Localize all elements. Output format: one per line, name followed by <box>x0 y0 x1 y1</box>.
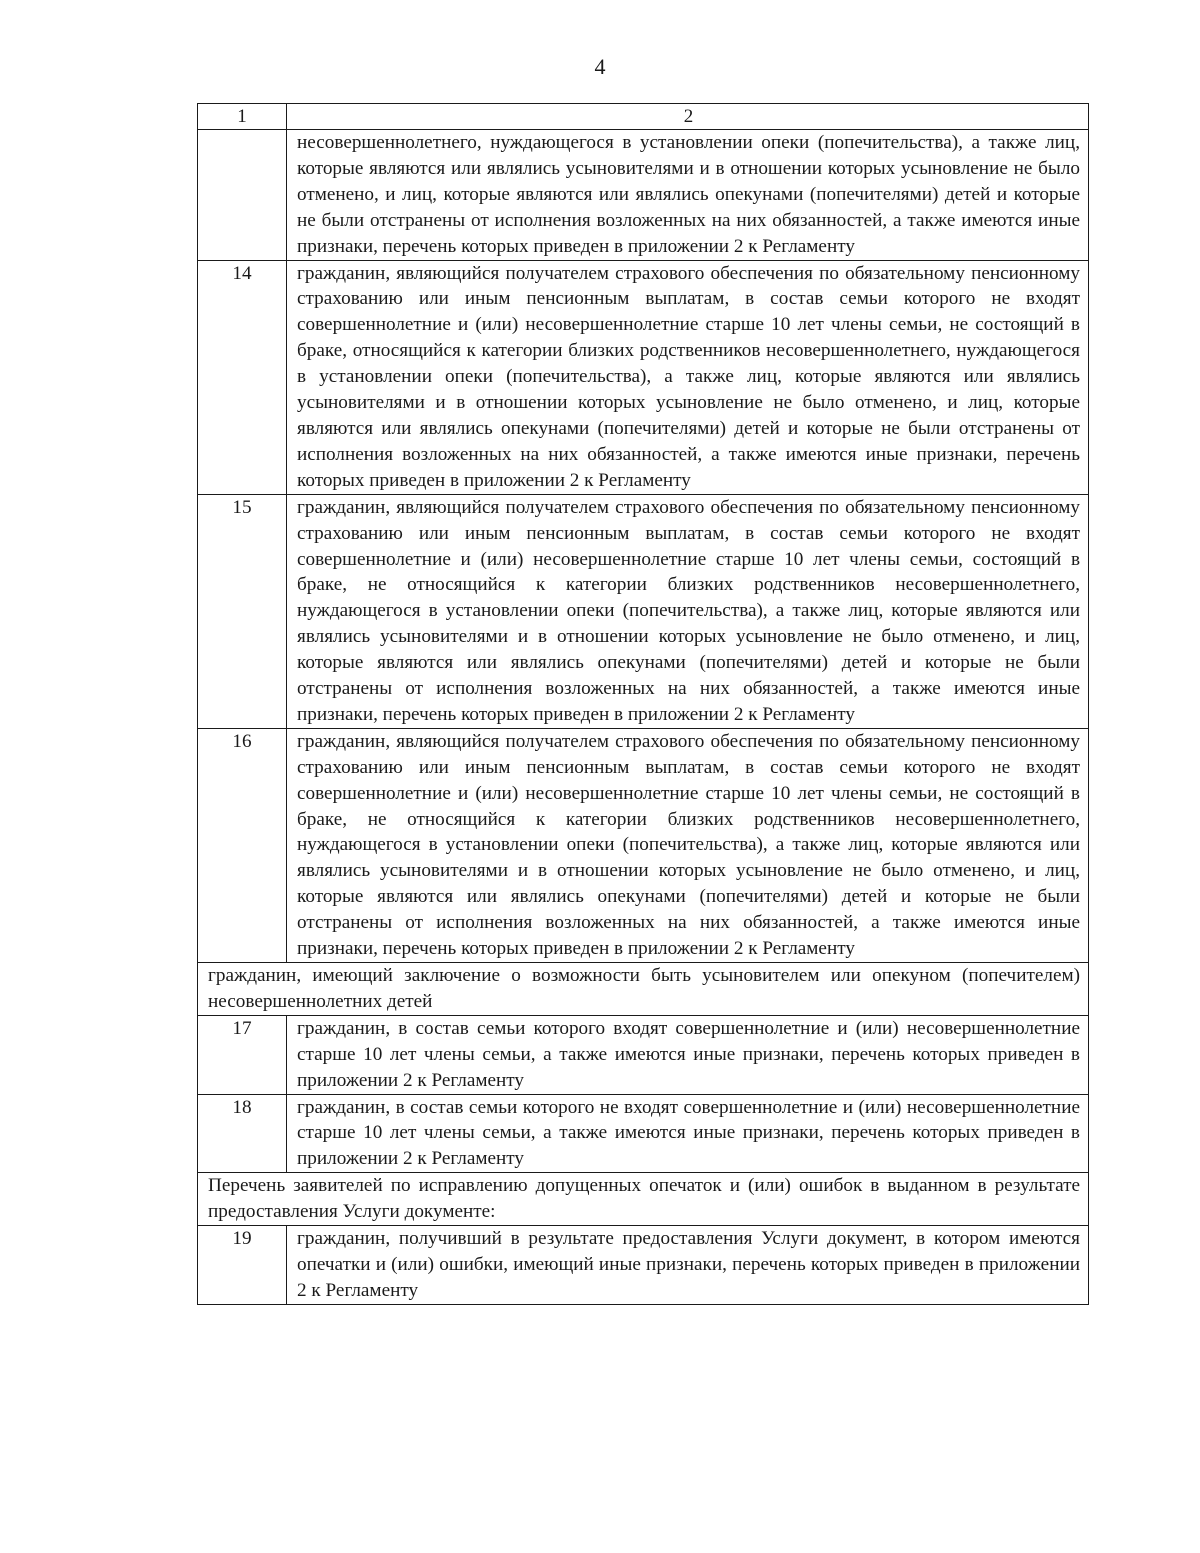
section-row <box>198 963 1089 1016</box>
row-text: гражданин, в состав семьи которого входят совершеннолетние и (или) несовершеннолетние старше 10 лет члены семьи, а также имеются иные признаки, перечень которых приведен в приложении 2 к Регламенту <box>287 1015 1089 1094</box>
section-heading: гражданин, имеющий заключение о возможности быть усыновителем или опекуном (попечителем) несовершеннолетних детей <box>198 963 1089 1016</box>
column-header-2: 2 <box>287 104 1089 130</box>
table-row <box>198 130 1089 261</box>
row-text: гражданин, являющийся получателем страхового обеспечения по обязательному пенсионному страхованию или иным пенсионным выплатам, в состав семьи которого не входят совершеннолетние и (или) несовершеннолетние старше 10 лет члены семьи, не состоящий в браке, относящийся к категории близких родственников несовершеннолетнего, нуждающегося в установлении опеки (попечительства), а также лиц, которые являются или являлись усыновителями и в отношении которых усыновление не было отменено, и лиц, которые являются или являлись опекунами (попечителями) детей и которые не были отстранены от исполнения возложенных на них обязанностей, а также имеются иные признаки, перечень которых приведен в приложении 2 к Регламенту <box>287 260 1089 494</box>
section-row <box>198 1173 1089 1226</box>
row-number: 16 <box>198 728 287 962</box>
table-row <box>198 494 1089 728</box>
row-number <box>198 130 287 261</box>
table-row <box>198 260 1089 494</box>
row-number: 18 <box>198 1094 287 1173</box>
applicants-table <box>197 103 1089 1305</box>
row-number: 14 <box>198 260 287 494</box>
table-header-row <box>198 104 1089 130</box>
section-heading: Перечень заявителей по исправлению допущенных опечаток и (или) ошибок в выданном в результате предоставления Услуги документе: <box>198 1173 1089 1226</box>
table-row <box>198 1226 1089 1305</box>
row-text: гражданин, являющийся получателем страхового обеспечения по обязательному пенсионному страхованию или иным пенсионным выплатам, в состав семьи которого не входят совершеннолетние и (или) несовершеннолетние старше 10 лет члены семьи, состоящий в браке, не относящийся к категории близких родственников несовершеннолетнего, нуждающегося в установлении опеки (попечительства), а также лиц, которые являются или являлись усыновителями и в отношении которых усыновление не было отменено, и лиц, которые являются или являлись опекунами (попечителями) детей и которые не были отстранены от исполнения возложенных на них обязанностей, а также имеются иные признаки, перечень которых приведен в приложении 2 к Регламенту <box>287 494 1089 728</box>
table-row <box>198 1015 1089 1094</box>
column-header-1: 1 <box>198 104 287 130</box>
table-row <box>198 728 1089 962</box>
row-number: 15 <box>198 494 287 728</box>
row-number: 19 <box>198 1226 287 1305</box>
page-number: 4 <box>594 54 606 79</box>
row-number: 17 <box>198 1015 287 1094</box>
row-text: гражданин, получивший в результате предоставления Услуги документ, в котором имеются опечатки и (или) ошибки, имеющий иные признаки, перечень которых приведен в приложении 2 к Регламенту <box>287 1226 1089 1305</box>
row-text: гражданин, в состав семьи которого не входят совершеннолетние и (или) несовершеннолетние старше 10 лет члены семьи, а также имеются иные признаки, перечень которых приведен в приложении 2 к Регламенту <box>287 1094 1089 1173</box>
row-text: гражданин, являющийся получателем страхового обеспечения по обязательному пенсионному страхованию или иным пенсионным выплатам, в состав семьи которого не входят совершеннолетние и (или) несовершеннолетние старше 10 лет члены семьи, не состоящий в браке, не относящийся к категории близких родственников несовершеннолетнего, нуждающегося в установлении опеки (попечительства), а также лиц, которые являются или являлись усыновителями и в отношении которых усыновление не было отменено, и лиц, которые являются или являлись опекунами (попечителями) детей и которые не были отстранены от исполнения возложенных на них обязанностей, а также имеются иные признаки, перечень которых приведен в приложении 2 к Регламенту <box>287 728 1089 962</box>
row-text: несовершеннолетнего, нуждающегося в установлении опеки (попечительства), а также лиц, которые являются или являлись усыновителями и в отношении которых усыновление не было отменено, и лиц, которые являются или являлись опекунами (попечителями) детей и которые не были отстранены от исполнения возложенных на них обязанностей, а также имеются иные признаки, перечень которых приведен в приложении 2 к Регламенту <box>287 130 1089 261</box>
table-row <box>198 1094 1089 1173</box>
